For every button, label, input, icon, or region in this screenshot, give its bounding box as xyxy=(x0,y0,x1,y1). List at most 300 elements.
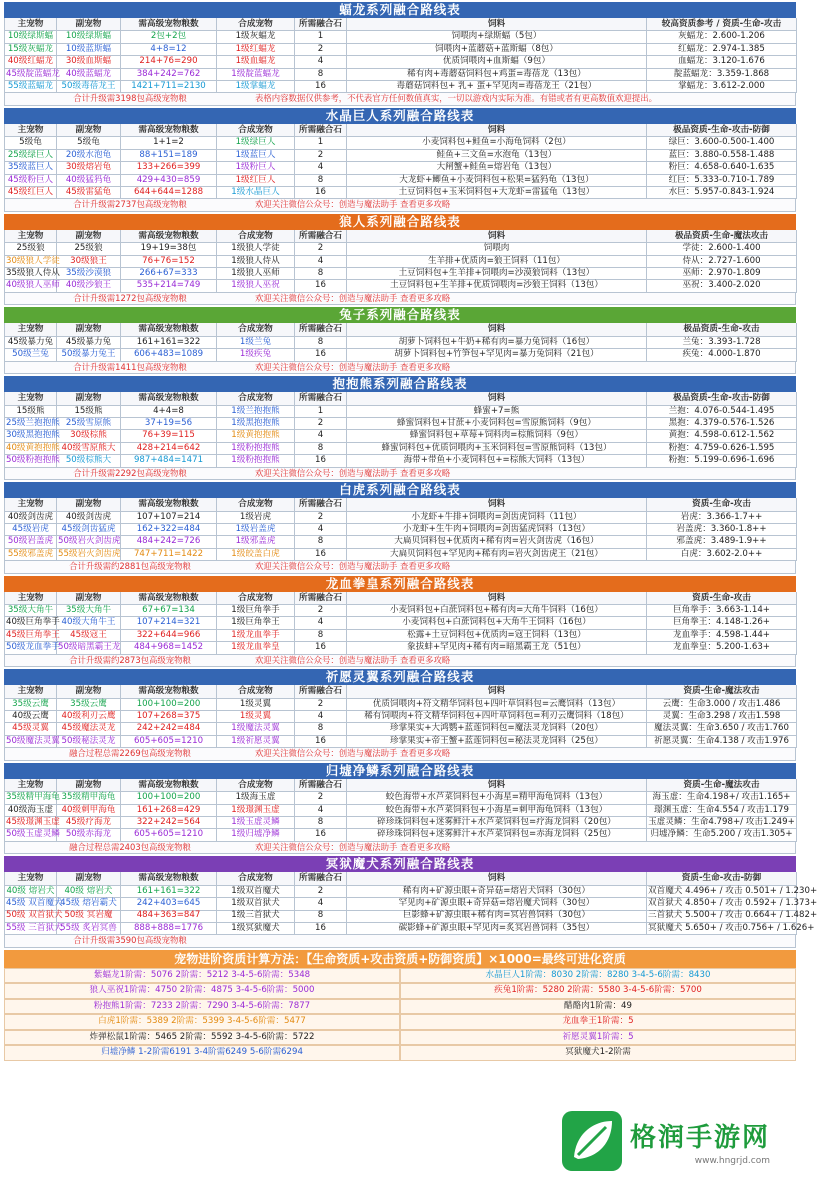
footer-note: 欢迎关注微信公众号：创造与魔法助手 查看更多攻略 xyxy=(255,467,451,478)
header-main-pet: 主宠物 xyxy=(5,779,57,792)
header-sub-pet: 副宠物 xyxy=(57,779,121,792)
cell-main: 50级玉虚灵鳞 xyxy=(5,828,57,841)
cell-result: 1级邪盖虎 xyxy=(217,535,295,548)
cell-main: 15级灰蝠龙 xyxy=(5,43,57,56)
cell-stone: 16 xyxy=(295,641,347,654)
route-table xyxy=(4,214,796,306)
cell-count: 266+67=333 xyxy=(121,267,217,280)
route-table xyxy=(4,108,796,212)
header-feed: 饲料 xyxy=(347,498,647,511)
cell-result: 1级双首魔犬 xyxy=(217,885,295,898)
cell-stone: 16 xyxy=(295,80,347,93)
table-row xyxy=(4,336,796,348)
cell-attr: 岩虎：3.366-1.7++ xyxy=(647,511,797,524)
cell-result: 1级兰兔 xyxy=(217,336,295,349)
leaf-logo-icon xyxy=(560,1109,624,1173)
table-row xyxy=(4,523,796,535)
cell-result: 1级粉抱抱熊 xyxy=(217,454,295,467)
route-table xyxy=(4,763,796,855)
cell-result: 1级绿巨人 xyxy=(217,136,295,149)
cell-stone: 8 xyxy=(295,909,347,922)
header-feed: 饲料 xyxy=(347,323,647,336)
cell-result: 1级疾兔 xyxy=(217,348,295,361)
cell-stone: 2 xyxy=(295,791,347,804)
header-sub-pet: 副宠物 xyxy=(57,498,121,511)
cell-result: 1级狼人侍从 xyxy=(217,255,295,268)
cell-feed: 大扁贝饲料包+优质肉+稀有肉=岩火剑齿虎（16包） xyxy=(347,535,647,548)
cell-main: 25级绿巨人 xyxy=(5,149,57,162)
header-main-pet: 主宠物 xyxy=(5,498,57,511)
cell-feed: 碎珍珠饲料包+迷雾鲜汁+水芦菜饲料包=疗海龙饲料（20包） xyxy=(347,816,647,829)
cell-sub: 55级 炙岩冥兽 xyxy=(57,922,121,935)
header-main-pet: 主宠物 xyxy=(5,392,57,405)
cell-feed: 饲喂肉 xyxy=(347,242,647,255)
cell-feed: 小龙虾+生牛肉+饲喂肉=剑齿猛虎饲料（13包） xyxy=(347,523,647,536)
cell-result: 1级冥狱魔犬 xyxy=(217,922,295,935)
cell-sub: 45级 熔岩霸犬 xyxy=(57,897,121,910)
table-row xyxy=(4,161,796,173)
cell-stone: 16 xyxy=(295,348,347,361)
cell-attr: 云鹰：生命3.000 / 攻击1.486 xyxy=(647,698,797,711)
watermark-url: www.hngrjd.com xyxy=(694,1155,771,1166)
table-row xyxy=(4,548,796,560)
cell-feed: 土豆饲料包+生羊排+饲喂肉=沙漠狼饲料（13包） xyxy=(347,267,647,280)
header-result-pet: 合成宠物 xyxy=(217,592,295,605)
cell-count: 747+711=1422 xyxy=(121,548,217,561)
cell-attr: 粉抱：4.759-0.626-1.595 xyxy=(647,442,797,455)
cell-sub: 40级剑齿虎 xyxy=(57,511,121,524)
cell-attr: 龙血拳手：4.598-1.44+ xyxy=(647,629,797,642)
cell-stone: 4 xyxy=(295,429,347,442)
cell-main: 10级绿斯蝠 xyxy=(5,30,57,43)
cell-count: 19+19=38包 xyxy=(121,242,217,255)
column-header-row xyxy=(4,323,796,335)
cell-stone: 2 xyxy=(295,885,347,898)
cell-result: 1级血蝠龙 xyxy=(217,55,295,68)
cell-count: 384+242=762 xyxy=(121,68,217,81)
cell-result: 1级兰抱抱熊 xyxy=(217,405,295,418)
table-row xyxy=(4,641,796,653)
cell-attr: 归墟净鳞：生命5.200 / 攻击1.305+ xyxy=(647,828,797,841)
cell-main: 45级粉巨人 xyxy=(5,174,57,187)
table-row xyxy=(4,885,817,897)
cell-feed: 蜂蜜+7=熊 xyxy=(347,405,647,418)
cell-main: 35级狼人侍从 xyxy=(5,267,57,280)
cell-count: 322+644=966 xyxy=(121,629,217,642)
summary-grid xyxy=(4,968,796,1061)
cell-stone: 8 xyxy=(295,267,347,280)
cell-stone: 1 xyxy=(295,405,347,418)
summary-cell: 归墟净鳞 1-2阶需6191 3-4阶需6249 5-6阶需6294 xyxy=(4,1045,400,1061)
cell-stone: 8 xyxy=(295,722,347,735)
table-row xyxy=(4,828,796,840)
column-header-row xyxy=(4,498,796,510)
cell-attr: 红蝠龙：2.974-1.385 xyxy=(647,43,797,56)
cell-stone: 16 xyxy=(295,548,347,561)
cell-attr: 水巨：5.957-0.843-1.924 xyxy=(647,186,797,199)
table-row xyxy=(4,454,796,466)
cell-main: 50级粉抱抱熊 xyxy=(5,454,57,467)
cell-attr: 疾兔：4.000-1.870 xyxy=(647,348,797,361)
cell-count: 242+242=484 xyxy=(121,722,217,735)
summary-cell: 龙血拳王1阶需：5 xyxy=(400,1014,796,1030)
cell-feed: 毒蘑菇饲料包+ 乳+ 蛋+罕见肉=毒蓓龙王（21包） xyxy=(347,80,647,93)
table-footer xyxy=(4,560,796,574)
cell-feed: 象拔蚌+罕见肉+稀有肉=暗黑霸王龙（51包） xyxy=(347,641,647,654)
cell-feed: 珍掌果实+帝王蟹+蓝莲饲料包=秘法灵龙饲料（25包） xyxy=(347,735,647,748)
cell-main: 50级 双首狱犬 xyxy=(5,909,57,922)
header-sub-pet: 副宠物 xyxy=(57,323,121,336)
cell-sub: 40级利刃云鹰 xyxy=(57,710,121,723)
cell-feed: 小麦饲料包+鲑鱼=小海龟饲料（2包） xyxy=(347,136,647,149)
cell-sub: 35级云鹰 xyxy=(57,698,121,711)
header-main-pet: 主宠物 xyxy=(5,18,57,31)
table-row xyxy=(4,909,817,921)
cell-sub: 45级雷猛龟 xyxy=(57,186,121,199)
header-feed: 饲料 xyxy=(347,392,647,405)
cell-stone: 2 xyxy=(295,698,347,711)
header-main-pet: 主宠物 xyxy=(5,323,57,336)
table-title: 抱抱熊系列融合路线表 xyxy=(4,376,796,392)
table-footer xyxy=(4,654,796,668)
header-stone: 所需融合石 xyxy=(295,323,347,336)
header-stone: 所需融合石 xyxy=(295,779,347,792)
cell-count: 37+19=56 xyxy=(121,417,217,430)
table-footer xyxy=(4,198,796,212)
footer-note: 表格内容数据仅供参考，不代表官方任何数值真实，一切以游戏内实际为准。有错或者有更高数值欢迎提出。 xyxy=(255,93,657,104)
cell-count: 100+100=200 xyxy=(121,698,217,711)
cell-sub: 45级剑齿猛虎 xyxy=(57,523,121,536)
cell-main: 50级岩盖虎 xyxy=(5,535,57,548)
cell-attr: 灰蝠龙：2.600-1.206 xyxy=(647,30,797,43)
cell-result: 1级蓝巨人 xyxy=(217,149,295,162)
cell-stone: 4 xyxy=(295,161,347,174)
header-result-pet: 合成宠物 xyxy=(217,779,295,792)
column-header-row xyxy=(4,872,796,884)
cell-result: 1级狼人巫祝 xyxy=(217,279,295,292)
header-main-pet: 主宠物 xyxy=(5,592,57,605)
header-attr: 资质-生命-攻击 xyxy=(647,592,797,605)
header-stone: 所需融合石 xyxy=(295,392,347,405)
header-stone: 所需融合石 xyxy=(295,18,347,31)
header-main-pet: 主宠物 xyxy=(5,872,57,885)
cell-sub: 15级熊 xyxy=(57,405,121,418)
cell-count: 107+214=321 xyxy=(121,616,217,629)
cell-feed: 稀有饲喂肉+符文精华饲料包+四叶草饲料包=利刃云鹰饲料（18包） xyxy=(347,710,647,723)
summary-cell: 白虎1阶需：5389 2阶需：5399 3-4-5-6阶需：5477 xyxy=(4,1014,400,1030)
table-footer xyxy=(4,361,796,375)
table-title: 狼人系列融合路线表 xyxy=(4,214,796,230)
footer-total: 合计升级需2292包高级宠物粮 xyxy=(73,467,187,478)
table-row xyxy=(4,604,796,616)
cell-stone: 2 xyxy=(295,604,347,617)
table-title: 蝠龙系列融合路线表 xyxy=(4,2,796,18)
cell-sub: 30级熔岩龟 xyxy=(57,161,121,174)
table-row xyxy=(4,735,796,747)
table-row xyxy=(4,922,815,934)
header-stone: 所需融合石 xyxy=(295,124,347,137)
cell-stone: 2 xyxy=(295,43,347,56)
table-row xyxy=(4,255,796,267)
cell-main: 45级暴力兔 xyxy=(5,336,57,349)
cell-count: 429+430=859 xyxy=(121,174,217,187)
table-row xyxy=(4,68,796,80)
cell-feed: 碎珍珠饲料包+迷雾鲜汁+水芦菜饲料包=赤海龙饲料（25包） xyxy=(347,828,647,841)
cell-feed: 小龙虾+牛排+饲喂肉=剑齿虎饲料（11包） xyxy=(347,511,647,524)
cell-main: 35级蓝巨人 xyxy=(5,161,57,174)
header-feed: 饲料 xyxy=(347,685,647,698)
header-result-pet: 合成宠物 xyxy=(217,498,295,511)
cell-stone: 16 xyxy=(295,735,347,748)
cell-stone: 16 xyxy=(295,279,347,292)
cell-stone: 8 xyxy=(295,629,347,642)
cell-result: 1级岩盖虎 xyxy=(217,523,295,536)
cell-sub: 50级岩火剑齿虎 xyxy=(57,535,121,548)
header-result-pet: 合成宠物 xyxy=(217,323,295,336)
header-attr: 极品资质-生命-攻击-防御 xyxy=(647,124,797,137)
cell-count: 100+100=200 xyxy=(121,791,217,804)
cell-count: 214+76=290 xyxy=(121,55,217,68)
fusion-tables xyxy=(4,2,817,948)
cell-main: 50级魔法灵翼 xyxy=(5,735,57,748)
cell-stone: 8 xyxy=(295,68,347,81)
cell-result: 1级灰蝠龙 xyxy=(217,30,295,43)
header-result-pet: 合成宠物 xyxy=(217,685,295,698)
cell-main: 40级红蝠龙 xyxy=(5,55,57,68)
cell-count: 107+107=214 xyxy=(121,511,217,524)
cell-attr: 绿巨：3.600-0.500-1.400 xyxy=(647,136,797,149)
cell-main: 45级巨角拳王 xyxy=(5,629,57,642)
cell-sub: 20级水泡龟 xyxy=(57,149,121,162)
cell-main: 50级龙血拳手 xyxy=(5,641,57,654)
cell-feed: 生羊排+优质肉=狼王饲料（11包） xyxy=(347,255,647,268)
header-sub-pet: 副宠物 xyxy=(57,124,121,137)
route-table xyxy=(4,482,796,574)
cell-result: 1级龙血拳皇 xyxy=(217,641,295,654)
table-row xyxy=(4,405,796,417)
summary-cell: 冥狱魔犬1-2阶需 xyxy=(400,1045,796,1061)
header-sub-pet: 副宠物 xyxy=(57,685,121,698)
footer-total: 合计升级需2737包高级宠物粮 xyxy=(73,199,187,210)
header-pack-count: 需高级宠物粮数 xyxy=(121,124,217,137)
formula-banner: 宠物进阶资质计算方法：【生命资质+攻击资质+防御资质】×1000=最终可进化资质 xyxy=(4,950,796,968)
cell-result: 1级龙血拳手 xyxy=(217,629,295,642)
footer-note: 欢迎关注微信公众号：创造与魔法助手 查看更多攻略 xyxy=(255,292,451,303)
table-footer xyxy=(4,467,796,481)
column-header-row xyxy=(4,18,796,30)
cell-attr: 双首狱犬 4.850+ / 攻击 0.592+ / 1.373+ xyxy=(647,897,797,910)
cell-feed: 大龙虾+鲫鱼+小麦饲料包+松果=猛犸龟（13包） xyxy=(347,174,647,187)
cell-main: 45级灵翼 xyxy=(5,722,57,735)
cell-feed: 蛟色海带+水芦菜饲料包+小海星=刺甲海龟饲料（13包） xyxy=(347,804,647,817)
summary-cell: 祈愿灵翼1阶需：5 xyxy=(400,1030,796,1046)
header-main-pet: 主宠物 xyxy=(5,230,57,243)
cell-sub: 40级雪原熊大 xyxy=(57,442,121,455)
header-attr: 较高资质参考 / 资质-生命-攻击 xyxy=(647,18,797,31)
cell-main: 40级黄抱抱熊 xyxy=(5,442,57,455)
footer-total: 合计升级需约2881包高级宠物粮 xyxy=(69,561,191,572)
watermark xyxy=(556,1104,796,1178)
cell-stone: 16 xyxy=(295,922,347,935)
cell-result: 1级祈愿灵翼 xyxy=(217,735,295,748)
fusion-route-sheet xyxy=(4,2,817,1061)
table-row xyxy=(4,897,817,909)
table-title: 水晶巨人系列融合路线表 xyxy=(4,108,796,124)
cell-count: 4+4=8 xyxy=(121,405,217,418)
cell-stone: 2 xyxy=(295,417,347,430)
cell-sub: 40级蓝蝠龙 xyxy=(57,68,121,81)
table-row xyxy=(4,616,796,628)
cell-attr: 靛蓝蝠龙：3.359-1.868 xyxy=(647,68,797,81)
header-sub-pet: 副宠物 xyxy=(57,872,121,885)
cell-sub: 30级棕熊 xyxy=(57,429,121,442)
table-title: 龙血拳皇系列融合路线表 xyxy=(4,576,796,592)
cell-sub: 25级雪原熊 xyxy=(57,417,121,430)
header-feed: 饲料 xyxy=(347,18,647,31)
cell-result: 1级岩虎 xyxy=(217,511,295,524)
column-header-row xyxy=(4,779,796,791)
header-stone: 所需融合石 xyxy=(295,685,347,698)
header-attr: 资质-生命-魔法攻击 xyxy=(647,685,797,698)
table-row xyxy=(4,149,796,161)
column-header-row xyxy=(4,592,796,604)
table-row xyxy=(4,43,796,55)
header-result-pet: 合成宠物 xyxy=(217,124,295,137)
cell-sub: 45级寇王 xyxy=(57,629,121,642)
cell-feed: 胡萝卜饲料包+竹笋包+罕见肉=暴力兔饲料（21包） xyxy=(347,348,647,361)
cell-count: 987+484=1471 xyxy=(121,454,217,467)
cell-sub: 50级毒蓓龙王 xyxy=(57,80,121,93)
header-pack-count: 需高级宠物粮数 xyxy=(121,18,217,31)
table-title: 冥狱魔犬系列融合路线表 xyxy=(4,856,796,872)
cell-feed: 优质饲喂肉+符文精华饲料包+四叶草饲料包=云鹰饲料（13包） xyxy=(347,698,647,711)
header-feed: 饲料 xyxy=(347,872,647,885)
footer-total: 融合过程总需2269包高级宠物粮 xyxy=(69,748,191,759)
table-row xyxy=(4,267,796,279)
cell-main: 35级精甲海龟 xyxy=(5,791,57,804)
cell-result: 1级魔法灵翼 xyxy=(217,722,295,735)
cell-count: 888+888=1776 xyxy=(121,922,217,935)
cell-main: 40级云鹰 xyxy=(5,710,57,723)
cell-main: 40级剑齿虎 xyxy=(5,511,57,524)
cell-stone: 8 xyxy=(295,336,347,349)
cell-attr: 祈愿灵翼：生命4.138 / 攻击1.976 xyxy=(647,735,797,748)
cell-main: 15级熊 xyxy=(5,405,57,418)
cell-result: 1级皎盖白虎 xyxy=(217,548,295,561)
header-stone: 所需融合石 xyxy=(295,230,347,243)
cell-stone: 4 xyxy=(295,523,347,536)
footer-note: 欢迎关注微信公众号：创造与魔法助手 查看更多攻略 xyxy=(255,748,451,759)
cell-sub: 5级龟 xyxy=(57,136,121,149)
cell-sub: 50级秘法灵龙 xyxy=(57,735,121,748)
cell-sub: 40级沙狼王 xyxy=(57,279,121,292)
cell-sub: 50级棕熊大 xyxy=(57,454,121,467)
table-row xyxy=(4,55,796,67)
header-stone: 所需融合石 xyxy=(295,498,347,511)
header-feed: 饲料 xyxy=(347,779,647,792)
cell-count: 133+266=399 xyxy=(121,161,217,174)
cell-attr: 黑抱：4.379-0.576-1.526 xyxy=(647,417,797,430)
cell-feed: 小麦饲料包+白蔗饲料包+大角牛王饲料（16包） xyxy=(347,616,647,629)
cell-sub: 55级岩火剑齿虎 xyxy=(57,548,121,561)
cell-main: 40级巨角拳手 xyxy=(5,616,57,629)
cell-stone: 2 xyxy=(295,242,347,255)
header-sub-pet: 副宠物 xyxy=(57,18,121,31)
table-row xyxy=(4,186,796,198)
table-row xyxy=(4,174,796,186)
cell-feed: 大扁贝饲料包+罕见肉+稀有肉=岩火剑齿虎王（21包） xyxy=(347,548,647,561)
cell-count: 76+39=115 xyxy=(121,429,217,442)
table-row xyxy=(4,535,796,547)
cell-stone: 16 xyxy=(295,454,347,467)
cell-result: 1级玉虚灵鳞 xyxy=(217,816,295,829)
cell-main: 45级岩虎 xyxy=(5,523,57,536)
table-row xyxy=(4,629,796,641)
table-row xyxy=(4,30,796,42)
cell-attr: 魔法灵翼：生命3.650 / 攻击1.760 xyxy=(647,722,797,735)
header-attr: 资质-生命-攻击-防御 xyxy=(647,872,797,885)
cell-count: 67+67=134 xyxy=(121,604,217,617)
table-title: 白虎系列融合路线表 xyxy=(4,482,796,498)
table-title: 归墟净鳞系列融合路线表 xyxy=(4,763,796,779)
cell-sub: 35级沙漠狼 xyxy=(57,267,121,280)
header-pack-count: 需高级宠物粮数 xyxy=(121,779,217,792)
cell-feed: 稀有肉+毒蘑菇饲料包+鸡蛋=毒蓓龙（13包） xyxy=(347,68,647,81)
cell-main: 25级兰抱抱熊 xyxy=(5,417,57,430)
header-stone: 所需融合石 xyxy=(295,592,347,605)
cell-stone: 4 xyxy=(295,55,347,68)
table-row xyxy=(4,804,796,816)
cell-result: 1级红蝠龙 xyxy=(217,43,295,56)
cell-count: 605+605=1210 xyxy=(121,735,217,748)
header-pack-count: 需高级宠物粮数 xyxy=(121,685,217,698)
cell-sub: 35级大角牛 xyxy=(57,604,121,617)
cell-count: 242+403=645 xyxy=(121,897,217,910)
cell-attr: 三首狱犬 5.500+ / 攻击 0.664+ / 1.482+ xyxy=(647,909,797,922)
cell-main: 45级红巨人 xyxy=(5,186,57,199)
header-feed: 饲料 xyxy=(347,592,647,605)
header-pack-count: 需高级宠物粮数 xyxy=(121,323,217,336)
header-sub-pet: 副宠物 xyxy=(57,592,121,605)
cell-result: 1级粉巨人 xyxy=(217,161,295,174)
table-footer xyxy=(4,841,796,855)
table-row xyxy=(4,816,796,828)
cell-sub: 50级 冥岩魔 xyxy=(57,909,121,922)
footer-note: 欢迎关注微信公众号：创造与魔法助手 查看更多攻略 xyxy=(255,561,451,572)
cell-count: 484+363=847 xyxy=(121,909,217,922)
cell-main: 40级 熔岩犬 xyxy=(5,885,57,898)
cell-main: 55级 三首狱犬 xyxy=(5,922,57,935)
table-footer xyxy=(4,747,796,761)
cell-attr: 黄抱：4.598-0.612-1.562 xyxy=(647,429,797,442)
cell-stone: 8 xyxy=(295,442,347,455)
table-footer xyxy=(4,92,796,106)
cell-result: 1级狼人巫师 xyxy=(217,267,295,280)
cell-count: 161+161=322 xyxy=(121,885,217,898)
column-header-row xyxy=(4,124,796,136)
column-header-row xyxy=(4,392,796,404)
table-row xyxy=(4,429,796,441)
route-table xyxy=(4,576,796,668)
route-table xyxy=(4,376,796,480)
cell-attr: 蓝巨：3.880-0.558-1.488 xyxy=(647,149,797,162)
cell-stone: 4 xyxy=(295,897,347,910)
footer-total: 合计升级需约2873包高级宠物粮 xyxy=(69,654,191,665)
cell-result: 1级黑抱抱熊 xyxy=(217,417,295,430)
cell-attr: 玉虚灵鳞：生命4.798+/ 攻击1.249+ xyxy=(647,816,797,829)
header-pack-count: 需高级宠物粮数 xyxy=(121,498,217,511)
cell-count: 76+76=152 xyxy=(121,255,217,268)
